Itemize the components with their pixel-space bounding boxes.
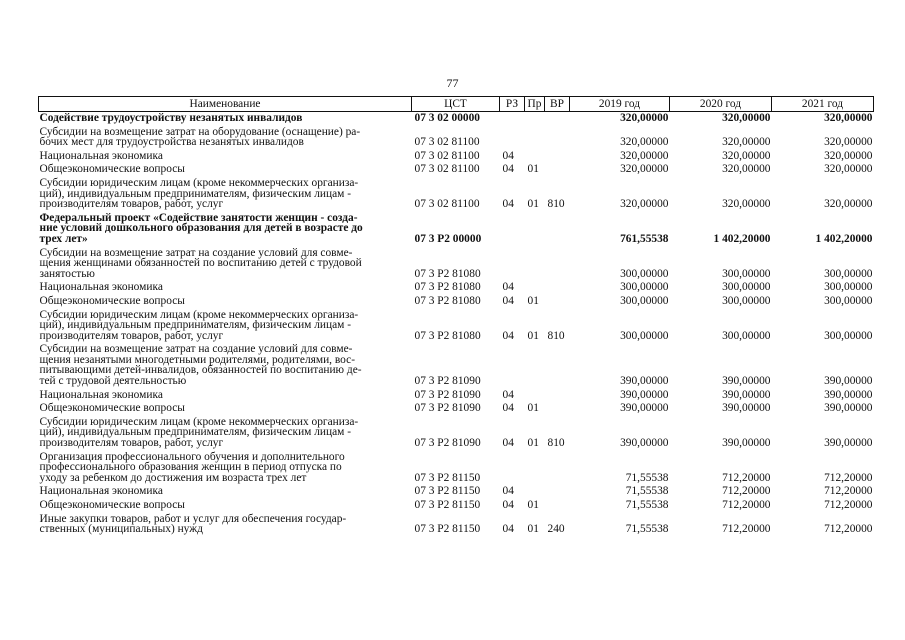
table-row <box>39 451 874 486</box>
row-2019-value: 320,00000 <box>620 112 669 124</box>
row-cst: 07 3 02 00000 <box>414 112 480 124</box>
row-2020-value: 300,00000 <box>722 294 771 307</box>
row-name <box>39 295 412 309</box>
row-2019-value: 320,00000 <box>620 198 669 211</box>
row-vr <box>545 402 570 416</box>
row-2019-value: 390,00000 <box>620 402 669 415</box>
row-2019-value: 390,00000 <box>620 437 669 450</box>
row-pr: 01 <box>527 437 539 450</box>
row-2019-value: 300,00000 <box>620 294 669 307</box>
row-name <box>39 389 412 403</box>
row-vr <box>545 150 570 164</box>
row-name-line: Общеэкономические вопросы <box>39 499 185 511</box>
row-pr <box>525 281 545 295</box>
row-name-line: Иные закупки товаров, работ и услуг для обеспечения государ- <box>39 512 347 525</box>
row-vr <box>545 212 570 247</box>
row-rz: 04 <box>502 198 514 211</box>
row-2019-value: 71,55538 <box>625 523 669 536</box>
row-name-line: ций), индивидуальным предпринимателям, физическим лицам - <box>39 426 351 439</box>
row-2019-value: 320,00000 <box>620 163 669 176</box>
row-name-line: Общеэкономические вопросы <box>39 294 185 307</box>
row-name-line: бочих мест для трудоустройства незанятых инвалидов <box>39 136 304 149</box>
row-2021-value: 712,20000 <box>824 471 873 484</box>
row-name-line: щения женщинами обязанностей по воспитанию детей с трудовой <box>39 257 362 270</box>
row-pr <box>525 247 545 282</box>
row-name-line: Субсидии на возмещение затрат на оборудование (оснащение) ра- <box>39 125 361 138</box>
row-2021-value: 300,00000 <box>824 281 873 294</box>
row-rz <box>500 451 525 486</box>
row-name <box>39 177 412 212</box>
budget-table <box>38 96 874 537</box>
row-2020-value: 320,00000 <box>722 136 771 149</box>
row-vr <box>545 112 570 126</box>
row-name <box>39 163 412 177</box>
row-name-line: Национальная экономика <box>39 485 163 498</box>
row-name-line: Субсидии юридическим лицам (кроме некоммерческих организа- <box>39 308 359 321</box>
row-rz: 04 <box>502 523 514 536</box>
row-vr <box>545 343 570 388</box>
table-row <box>39 150 874 164</box>
row-2020-value: 320,00000 <box>722 149 771 162</box>
row-2019-value: 320,00000 <box>620 136 669 149</box>
header-2020: 2020 год <box>670 97 772 112</box>
row-2020-value: 320,00000 <box>722 198 771 211</box>
table-row <box>39 389 874 403</box>
row-name-line: ций), индивидуальным предпринимателям, физическим лицам - <box>39 187 351 200</box>
table-row <box>39 416 874 451</box>
table-row <box>39 281 874 295</box>
row-name-line: ственных (муниципальных) нужд <box>39 523 203 536</box>
row-name-line: Организация профессионального обучения и дополнительного <box>39 450 345 463</box>
table-row <box>39 499 874 513</box>
row-cst: 07 3 P2 81080 <box>414 329 481 342</box>
header-cst: ЦСТ <box>412 97 500 112</box>
row-pr <box>525 389 545 403</box>
row-2020-value: 390,00000 <box>722 388 771 401</box>
row-pr: 01 <box>527 499 539 511</box>
table-row <box>39 309 874 344</box>
row-2019-value: 71,55538 <box>625 485 669 498</box>
row-rz <box>500 343 525 388</box>
row-vr: 810 <box>547 437 565 450</box>
row-name-line: трех лет» <box>39 232 88 245</box>
table-row <box>39 343 874 388</box>
row-2020-value: 390,00000 <box>722 402 771 415</box>
row-pr <box>525 126 545 150</box>
row-pr: 01 <box>527 402 539 415</box>
row-rz <box>500 212 525 247</box>
row-vr <box>545 247 570 282</box>
table-row <box>39 163 874 177</box>
row-pr <box>525 150 545 164</box>
row-name-line: Национальная экономика <box>39 388 163 401</box>
row-2020-value: 390,00000 <box>722 437 771 450</box>
row-name-line: Общеэкономические вопросы <box>39 402 185 415</box>
header-2019: 2019 год <box>570 97 670 112</box>
row-rz: 04 <box>502 149 514 162</box>
row-2020-value: 300,00000 <box>722 267 771 280</box>
row-2021-value: 1 402,20000 <box>815 232 873 245</box>
row-name-line: Содействие трудоустройству незанятых инвалидов <box>39 112 303 124</box>
row-rz: 04 <box>502 329 514 342</box>
row-vr <box>545 281 570 295</box>
row-2021-value: 712,20000 <box>824 523 873 536</box>
row-2019-value: 320,00000 <box>620 149 669 162</box>
row-cst: 07 3 P2 81080 <box>414 267 481 280</box>
row-2019-value: 300,00000 <box>620 329 669 342</box>
row-name <box>39 281 412 295</box>
row-cst: 07 3 P2 81150 <box>414 523 481 536</box>
row-name <box>39 451 412 486</box>
table-row <box>39 485 874 499</box>
row-2021-value: 320,00000 <box>824 112 873 124</box>
row-vr: 240 <box>547 523 565 536</box>
row-name <box>39 309 412 344</box>
row-name <box>39 247 412 282</box>
row-cst: 07 3 P2 81090 <box>414 375 481 388</box>
row-2021-value: 300,00000 <box>824 329 873 342</box>
row-2019-value: 300,00000 <box>620 281 669 294</box>
row-cst: 07 3 P2 81090 <box>414 388 481 401</box>
row-2021-value: 320,00000 <box>824 198 873 211</box>
row-cst: 07 3 02 81100 <box>414 149 480 162</box>
page-number: 77 <box>446 76 459 90</box>
header-vr: ВР <box>545 97 570 112</box>
row-rz: 04 <box>502 402 514 415</box>
row-name <box>39 343 412 388</box>
row-vr: 810 <box>547 198 565 211</box>
table-row <box>39 112 874 126</box>
row-name-line: питывающими детей-инвалидов, обязанностей по воспитанию де- <box>39 364 362 377</box>
table-row <box>39 402 874 416</box>
table-row <box>39 295 874 309</box>
row-pr <box>525 112 545 126</box>
row-name-line: Субсидии на возмещение затрат на создание условий для совме- <box>39 246 353 259</box>
row-cst: 07 3 P2 81090 <box>414 437 481 450</box>
row-rz: 04 <box>502 281 514 294</box>
row-name-line: Субсидии на возмещение затрат на создание условий для совме- <box>39 343 353 356</box>
row-rz <box>500 247 525 282</box>
row-pr: 01 <box>527 294 539 307</box>
row-name-line: ций), индивидуальным предпринимателям, физическим лицам - <box>39 319 351 332</box>
row-cst: 07 3 P2 81150 <box>414 485 481 498</box>
row-2021-value: 390,00000 <box>824 388 873 401</box>
row-rz <box>500 126 525 150</box>
row-vr <box>545 485 570 499</box>
row-rz: 04 <box>502 499 514 511</box>
table-row <box>39 247 874 282</box>
row-2021-value: 320,00000 <box>824 136 873 149</box>
row-rz: 04 <box>502 485 514 498</box>
row-name <box>39 212 412 247</box>
row-name <box>39 513 412 537</box>
row-2021-value: 320,00000 <box>824 149 873 162</box>
row-2020-value: 712,20000 <box>722 499 771 511</box>
row-vr <box>545 295 570 309</box>
row-2020-value: 300,00000 <box>722 329 771 342</box>
row-pr <box>525 485 545 499</box>
row-2020-value: 712,20000 <box>722 523 771 536</box>
table-header-row <box>39 97 874 112</box>
row-cst: 07 3 P2 81080 <box>414 281 481 294</box>
row-cst: 07 3 P2 00000 <box>414 232 482 245</box>
row-2019-value: 390,00000 <box>620 388 669 401</box>
row-name-line: ние условий дошкольного образования для детей в возрасте до <box>39 222 363 235</box>
row-2021-value: 712,20000 <box>824 485 873 498</box>
row-2021-value: 300,00000 <box>824 267 873 280</box>
row-vr: 810 <box>547 329 565 342</box>
row-2019-value: 390,00000 <box>620 375 669 388</box>
row-pr: 01 <box>527 523 539 536</box>
row-2021-value: 712,20000 <box>824 499 873 511</box>
header-2021: 2021 год <box>772 97 874 112</box>
row-name-line: Национальная экономика <box>39 149 163 162</box>
row-rz: 04 <box>502 437 514 450</box>
row-2019-value: 71,55538 <box>625 471 669 484</box>
row-pr: 01 <box>527 163 539 176</box>
row-name-line: щения незанятыми многодетными родителями, родителями, вос- <box>39 353 355 366</box>
row-vr <box>545 126 570 150</box>
row-name-line: производителям товаров, работ, услуг <box>39 329 224 342</box>
table-row <box>39 126 874 150</box>
row-name-line: Субсидии юридическим лицам (кроме некоммерческих организа- <box>39 176 359 189</box>
header-name: Наименование <box>39 97 412 112</box>
row-2019-value: 71,55538 <box>625 499 669 511</box>
row-rz: 04 <box>502 294 514 307</box>
row-name <box>39 112 412 126</box>
row-2020-value: 300,00000 <box>722 281 771 294</box>
row-name-line: профессионального образования женщин в период отпуска по <box>39 461 342 474</box>
row-2020-value: 1 402,20000 <box>713 232 771 245</box>
row-2021-value: 300,00000 <box>824 294 873 307</box>
row-name <box>39 416 412 451</box>
row-2020-value: 712,20000 <box>722 485 771 498</box>
row-cst: 07 3 02 81100 <box>414 198 480 211</box>
row-cst: 07 3 02 81100 <box>414 163 480 176</box>
table-row <box>39 177 874 212</box>
row-pr <box>525 212 545 247</box>
row-name <box>39 485 412 499</box>
table-row <box>39 513 874 537</box>
row-pr: 01 <box>527 198 539 211</box>
row-name-line: Национальная экономика <box>39 281 163 294</box>
row-2020-value: 712,20000 <box>722 471 771 484</box>
row-pr <box>525 451 545 486</box>
row-2019-value: 300,00000 <box>620 267 669 280</box>
row-name-line: занятостью <box>39 267 95 280</box>
row-cst: 07 3 P2 81150 <box>414 499 481 511</box>
row-2021-value: 320,00000 <box>824 163 873 176</box>
row-vr <box>545 451 570 486</box>
row-name <box>39 402 412 416</box>
row-rz <box>500 112 525 126</box>
row-name-line: Федеральный проект «Содействие занятости женщин - созда- <box>39 211 358 224</box>
row-name-line: тей с трудовой деятельностью <box>39 375 187 388</box>
row-name <box>39 150 412 164</box>
row-name-line: производителям товаров, работ, услуг <box>39 198 224 211</box>
row-cst: 07 3 P2 81080 <box>414 294 481 307</box>
row-name <box>39 499 412 513</box>
row-2020-value: 320,00000 <box>722 112 771 124</box>
row-cst: 07 3 P2 81150 <box>414 471 481 484</box>
row-name-line: производителям товаров, работ, услуг <box>39 437 224 450</box>
row-rz: 04 <box>502 163 514 176</box>
row-pr: 01 <box>527 329 539 342</box>
row-2021-value: 390,00000 <box>824 437 873 450</box>
row-vr <box>545 389 570 403</box>
row-vr <box>545 499 570 513</box>
row-name-line: уходу за ребенком до достижения им возраста трех лет <box>39 471 307 484</box>
row-pr <box>525 343 545 388</box>
row-rz: 04 <box>502 388 514 401</box>
table-body <box>39 112 874 537</box>
row-cst: 07 3 02 81100 <box>414 136 480 149</box>
header-pr: Пр <box>525 97 545 112</box>
row-2019-value: 761,55538 <box>620 232 669 245</box>
header-rz: РЗ <box>500 97 525 112</box>
table-row <box>39 212 874 247</box>
row-name-line: Субсидии юридическим лицам (кроме некоммерческих организа- <box>39 415 359 428</box>
row-name-line: Общеэкономические вопросы <box>39 163 185 176</box>
row-cst: 07 3 P2 81090 <box>414 402 481 415</box>
row-2020-value: 320,00000 <box>722 163 771 176</box>
row-2020-value: 390,00000 <box>722 375 771 388</box>
row-vr <box>545 163 570 177</box>
row-2021-value: 390,00000 <box>824 375 873 388</box>
row-2021-value: 390,00000 <box>824 402 873 415</box>
row-name <box>39 126 412 150</box>
